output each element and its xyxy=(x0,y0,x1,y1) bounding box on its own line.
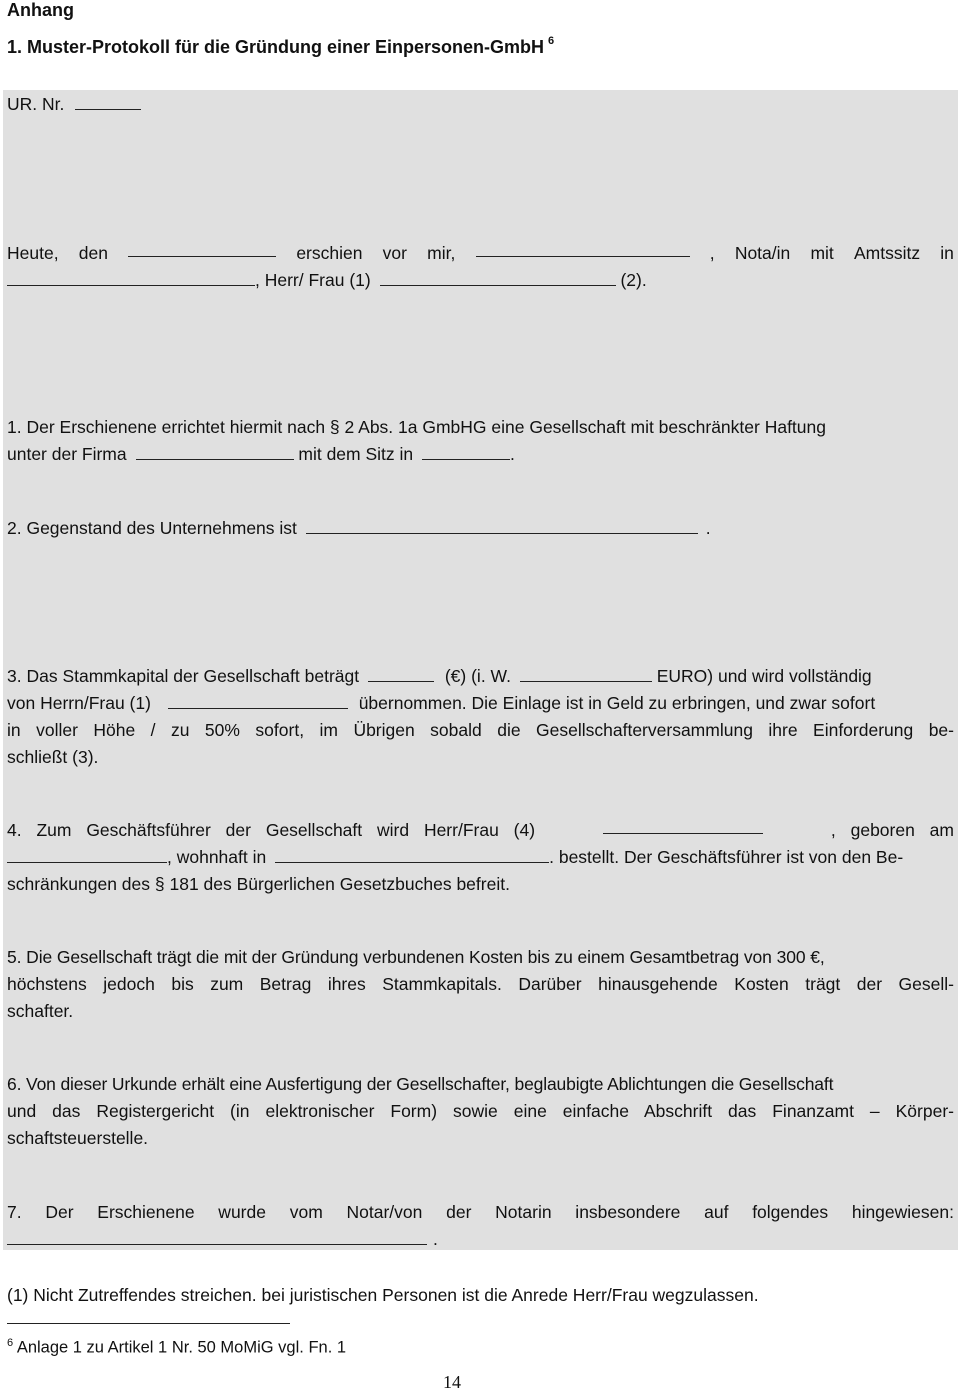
p4-text: , wohnhaft in xyxy=(167,847,267,867)
shareholder-name-blank[interactable] xyxy=(168,692,348,709)
p2-line-1 xyxy=(7,515,954,542)
p1-line-2 xyxy=(7,441,954,468)
note-1: (1) Nicht Zutreffendes streichen. bei juristischen Personen ist die Anrede Herr/Frau wegzulassen. xyxy=(7,1285,759,1305)
person-name-blank[interactable] xyxy=(380,269,616,286)
p2-text: 2. Gegenstand des Unternehmens ist xyxy=(7,518,297,538)
p4-line-3: schränkungen des § 181 des Bürgerlichen Gesetzbuches befreit. xyxy=(7,874,510,894)
word: , xyxy=(709,243,715,263)
word: Nota/in xyxy=(734,243,791,263)
p3-line-4: schließt (3). xyxy=(7,747,99,767)
intro-line-2 xyxy=(7,267,954,294)
word: mit xyxy=(810,243,834,263)
footnote-ref: 6 xyxy=(548,35,555,47)
footnote-number: 6 xyxy=(7,1337,14,1349)
p6-line-1: 6. Von dieser Urkunde erhält eine Ausfertigung der Gesellschafter, beglaubigte Ablichtungen die Gesellschaft xyxy=(7,1074,834,1094)
birthdate-blank[interactable] xyxy=(7,846,167,863)
word: Heute, xyxy=(7,243,59,263)
appendix-title: Anhang xyxy=(7,0,74,20)
p7-line-1: 7. Der Erschienene wurde vom Notar/von der Notarin insbesondere auf folgendes hingewiesen: xyxy=(7,1202,954,1222)
ur-nr-label: UR. Nr. xyxy=(7,94,65,114)
p4-line-1 xyxy=(7,817,954,844)
p4-text: 4. Zum Geschäftsführer der Gesellschaft wird Herr/Frau (4) xyxy=(7,820,536,840)
residence-blank[interactable] xyxy=(275,846,549,863)
p4-text: . bestellt. Der Geschäftsführer ist von den Be- xyxy=(549,847,904,867)
ur-nr-line xyxy=(7,91,954,118)
footnote-divider xyxy=(7,1323,290,1324)
p4-line-2 xyxy=(7,844,954,871)
p3-line-1 xyxy=(7,663,954,690)
p7-text: . xyxy=(433,1229,438,1249)
p1-text: unter der Firma xyxy=(7,444,127,464)
intro-text: , Herr/ Frau (1) xyxy=(255,270,371,290)
p4-text: , geboren am xyxy=(830,820,954,840)
p6-line-2: und das Registergericht (in elektronischer Form) sowie eine einfache Abschrift das Finanzamt – Körper- xyxy=(7,1101,954,1121)
p5-line-1: 5. Die Gesellschaft trägt die mit der Gründung verbundenen Kosten bis zu einem Gesamtbetrag von 300 €, xyxy=(7,947,825,967)
company-name-blank[interactable] xyxy=(136,443,294,460)
managing-director-blank[interactable] xyxy=(603,817,763,834)
section-title-text: 1. Muster-Protokoll für die Gründung einer Einpersonen-GmbH xyxy=(7,37,545,57)
p3-text: übernommen. Die Einlage ist in Geld zu erbringen, und zwar sofort xyxy=(358,693,876,713)
word: vor xyxy=(382,243,407,263)
p3-line-2 xyxy=(7,690,954,717)
p7-line-2 xyxy=(7,1226,954,1253)
seat-blank[interactable] xyxy=(422,443,510,460)
notices-blank[interactable] xyxy=(7,1228,427,1245)
business-purpose-blank[interactable] xyxy=(306,517,698,534)
p5-line-2: höchstens jedoch bis zum Betrag ihres Stammkapitals. Darüber hinausgehende Kosten trägt der Gesell- xyxy=(7,974,954,994)
p3-text: 3. Das Stammkapital der Gesellschaft beträgt xyxy=(7,666,360,686)
word: Amtssitz xyxy=(853,243,921,263)
footnote-text: Anlage 1 zu Artikel 1 Nr. 50 MoMiG vgl. Fn. 1 xyxy=(16,1338,347,1357)
notary-name-blank[interactable] xyxy=(476,240,690,257)
office-location-blank[interactable] xyxy=(7,269,255,286)
p1-text: mit dem Sitz in xyxy=(298,444,414,464)
capital-words-blank[interactable] xyxy=(520,665,652,682)
page-number: 14 xyxy=(443,1372,461,1392)
p3-text: EURO) und wird vollständig xyxy=(656,666,872,686)
p5-line-3: schafter. xyxy=(7,1001,74,1021)
intro-line-1 xyxy=(7,240,954,267)
p1-line-1: 1. Der Erschienene errichtet hiermit nach § 2 Abs. 1a GmbHG eine Gesellschaft mit beschränkter Haftung xyxy=(7,417,826,437)
p1-text: . xyxy=(510,444,515,464)
word: den xyxy=(78,243,108,263)
word: erschien xyxy=(296,243,363,263)
section-title xyxy=(7,37,554,58)
p6-line-3: schaftsteuerstelle. xyxy=(7,1128,149,1148)
p3-line-3: in voller Höhe / zu 50% sofort, im Übrigen sobald die Gesellschafterversammlung ihre Einforderung be- xyxy=(7,720,954,740)
intro-text: (2). xyxy=(620,270,647,290)
footnote-6 xyxy=(7,1330,954,1362)
date-blank[interactable] xyxy=(128,240,276,257)
word: in xyxy=(940,243,954,263)
p3-text: von Herrn/Frau (1) xyxy=(7,693,151,713)
capital-amount-blank[interactable] xyxy=(368,665,434,682)
word: mir, xyxy=(427,243,456,263)
p3-text: (€) (i. W. xyxy=(444,666,511,686)
ur-nr-blank[interactable] xyxy=(75,93,141,110)
p2-text: . xyxy=(705,518,711,538)
